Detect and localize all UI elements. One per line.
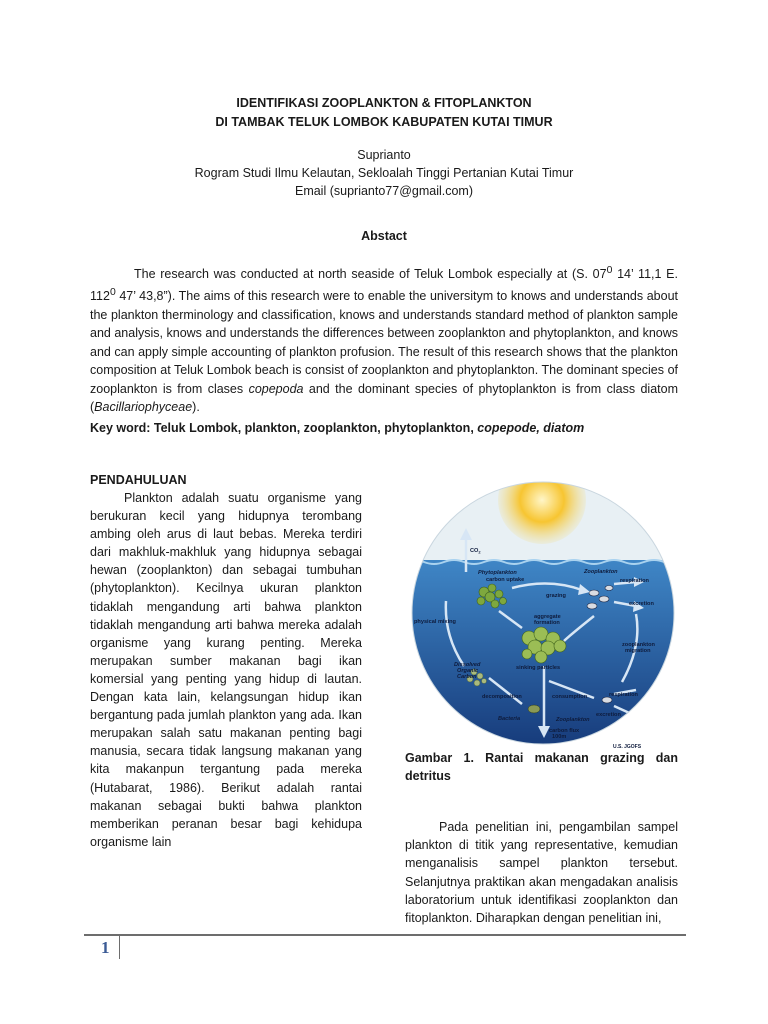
intro-paragraph <box>90 489 362 851</box>
keywords-prefix: Key word: Teluk Lombok, plankton, zooplankton, phytoplankton, <box>90 421 478 435</box>
abstract-italic-bacillariophyceae: Bacillariophyceae <box>94 400 193 415</box>
label-zooplankton-top: Zooplankton <box>584 569 618 575</box>
abstract-degree-2: 0 <box>109 286 116 298</box>
label-excretion-low: excretion <box>596 712 621 718</box>
abstract-heading: Abstact <box>361 229 407 243</box>
label-sinking-particles: sinking particles <box>516 665 561 671</box>
label-zoo-migration-2: migration <box>625 648 651 654</box>
author-affiliation: Rogram Studi Ilmu Kelautan, Sekloalah Tinggi Pertanian Kutai Timur <box>194 166 574 180</box>
intro-text: Plankton adalah suatu organisme yang berukuran kecil yang hidupnya terombang ambing oleh arus di laut bebas. Mereka terdiri dari makhluk-makhluk yang hidupnya sebagai hewan (zooplankton) dan sebagai tumbuhan (phytoplankton). Kecilnya ukuran plankton tidaklah mengandung arti bahwa plankton tidaklah mengandung arti bahwa mereka adalah organisme yang kurang penting. Mereka merupakan sumber makanan bagi ikan komersial yang penting yang hidup di lautan. Dengan kata lain, kelangsungan hidup ikan bergantung pada jumlah plankton yang ada. Ikan merupakan salah satu makanan penting bagi manusia, secara tidak langsung makanan yang kita makanpun tergantung pada mereka (Hutabarat, 1986). Berikut adalah rantai makanan sebagai bukti bahwa plankton memberikan peranan besar bagi kehidupa organisme lain <box>90 491 362 849</box>
abstract-degree-1: 0 <box>606 265 613 276</box>
method-text: Pada penelitian ini, pengambilan sampel plankton di titik yang representative, kemudian menganalisis sampel plankton tersebut. Selanjutnya praktikan akan mengadakan analisis laboratorium untuk identifikasi zooplankton dan fitoplankton. Diharapkan dengan penelitian ini, <box>405 820 678 926</box>
label-consumption: consumption <box>552 694 588 700</box>
label-grazing: grazing <box>546 593 566 599</box>
abstract-part-4: and the dominant species of phytoplankton is from class diatom ( <box>90 381 679 415</box>
label-excretion-top: excretion <box>629 601 654 607</box>
author-block <box>0 146 768 200</box>
figure-caption: Gambar 1. Rantai makanan grazing dan detritus <box>405 751 678 783</box>
keywords-italic: copepode, diatom <box>477 421 585 435</box>
title-line-1: IDENTIFIKASI ZOOPLANKTON & FITOPLANKTON <box>236 96 532 110</box>
label-respiration-low: respiration <box>609 692 638 698</box>
abstract-part-1: The research was conducted at north seaside of Teluk Lombok especially at (S. 07 <box>134 267 607 282</box>
paper-title <box>0 94 768 132</box>
label-respiration-top: respiration <box>620 578 649 584</box>
label-carbon-flux-1: carbon flux <box>549 728 580 734</box>
abstract-italic-copepoda: copepoda <box>248 381 304 396</box>
footer-rule <box>84 934 686 936</box>
abstract-part-5: ). <box>192 400 200 415</box>
label-aggregate: aggregate <box>534 614 561 620</box>
keywords <box>90 421 690 435</box>
label-zoo-migration-1: zooplankton <box>622 642 655 648</box>
page-number: 1 <box>101 938 110 957</box>
bacteria-icon <box>528 705 540 713</box>
food-chain-figure <box>404 476 682 750</box>
label-carbon-uptake: carbon uptake <box>486 577 525 583</box>
method-paragraph <box>405 818 678 927</box>
abstract-body <box>90 262 678 417</box>
title-line-2: DI TAMBAK TELUK LOMBOK KABUPATEN KUTAI TIMUR <box>215 115 553 129</box>
footer-divider <box>119 935 120 959</box>
label-carbon-flux-2: 100m <box>552 734 567 740</box>
label-decomposition: decomposition <box>482 694 522 700</box>
label-dissolved-2: Organic <box>457 668 479 674</box>
author-name: Suprianto <box>357 148 411 162</box>
abstract-part-2: 14’ 11,1 E. 112 <box>90 267 678 303</box>
abstract-part-3: 47’ 43,8”). The aims of this research were to enable the universitym to knows and understands about the plankton therminology and classification, knows and understands standard method of plankton sample and analysis, knows and understands the differences between zooplankton and phytoplankton, and knows and can apply simple accounting of plankton profusion. The result of this research shows that the plankton composition at Teluk Lombok beach is consist of zooplankton and phytoplankton. The dominant species of zooplankton is from clases <box>90 288 678 396</box>
label-bacteria: Bacteria <box>498 716 521 722</box>
label-credit: U.S. JGOFS <box>613 744 642 750</box>
label-co2: $CO_2$ <box>470 548 481 555</box>
label-phytoplankton: Phytoplankton <box>478 570 517 576</box>
author-email: Email (suprianto77@gmail.com) <box>294 184 474 198</box>
label-physical-mixing: physical mixing <box>414 619 456 625</box>
section-heading-pendahuluan: PENDAHULUAN <box>90 473 187 487</box>
label-dissolved-3: Carbon <box>457 674 477 680</box>
label-formation: formation <box>534 620 560 626</box>
label-dissolved-1: Dissolved <box>454 662 481 668</box>
label-zooplankton-low: Zooplankton <box>556 717 590 723</box>
